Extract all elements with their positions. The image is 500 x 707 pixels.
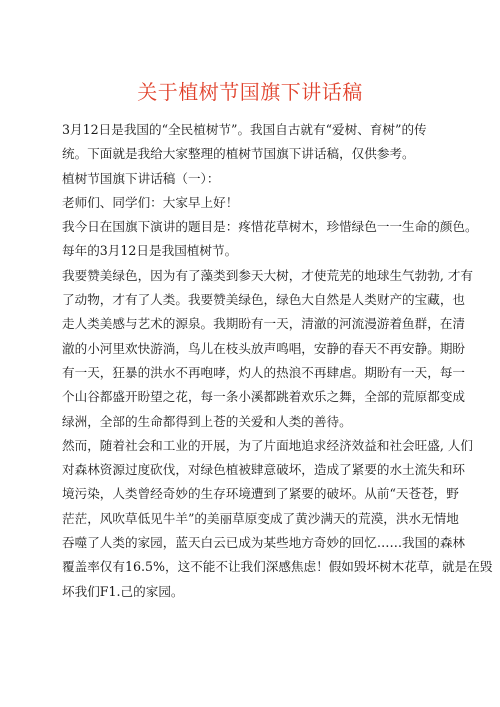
text-line: 每年的3月12日是我国植树节。: [62, 243, 238, 259]
text-line: 绿洲，全部的生命都得到上苍的关爱和人类的善待。: [62, 413, 352, 429]
text-line: 境污染，人类曾经奇妙的生存环境遭到了紧要的破坏。从前“天苍苍，野: [62, 486, 459, 502]
text-line: 我今日在国旗下演讲的题目是：疼惜花草树木，珍惜绿色一一生命的颜色。: [62, 219, 478, 235]
text-line: 坏我们F1.己的家园。: [62, 583, 184, 599]
text-line: 有一天，狂暴的洪水不再咆哮，灼人的热浪不再肆虐。期盼有一天，每一: [62, 364, 465, 380]
text-line: 然而，随着社会和工业的开展，为了片面地追求经济效益和社会旺盛, 人们: [62, 437, 474, 453]
text-line: 对森林资源过度砍伐，对绿色植被肆意破坏，造成了紧要的水土流失和环: [62, 462, 465, 478]
text-line: 3月12日是我国的“全民植树节”。我国自古就有“爱树、育树”的传: [62, 122, 427, 137]
text-line: 统。下面就是我给大家整理的植树节国旗下讲话稿，仅供参考。: [62, 146, 415, 162]
text-line: 植树节国旗下讲话稿（一）：: [62, 170, 220, 186]
text-line: 老师们、同学们：大家早上好！: [62, 194, 239, 210]
text-line: 走人类美感与艺术的源泉。我期盼有一天，清澈的河流漫游着鱼群，在清: [62, 316, 465, 332]
text-line: 茫茫，风吹草低见牛羊”的美丽草原变成了黄沙满天的荒漠，洪水无情地: [62, 510, 459, 526]
text-line: 个山谷都盛开盼望之花，每一条小溪都跳着欢乐之舞，全部的荒原都变成: [62, 389, 465, 405]
text-line: 吞噬了人类的家园，蓝天白云已成为某些地方奇妙的回忆……我国的森林: [62, 535, 465, 551]
text-line: 了动物，才有了人类。我要赞美绿色，绿色大自然是人类财产的宝藏，也: [62, 292, 465, 308]
text-line: 覆盖率仅有16.5%，这不能不让我们深感焦虑！假如毁坏树木花草，就是在毁: [62, 559, 493, 575]
text-line: 澈的小河里欢快游淌，鸟儿在枝头放声鸣唱，安静的春天不再安静。期盼: [62, 340, 465, 356]
text-line: 我要赞美绿色，因为有了藻类到参天大树，才使荒芜的地球生气勃勃, 才有: [62, 267, 474, 283]
document-title: 关于植树节国旗下讲话稿: [137, 80, 363, 104]
document-body: [62, 118, 493, 604]
